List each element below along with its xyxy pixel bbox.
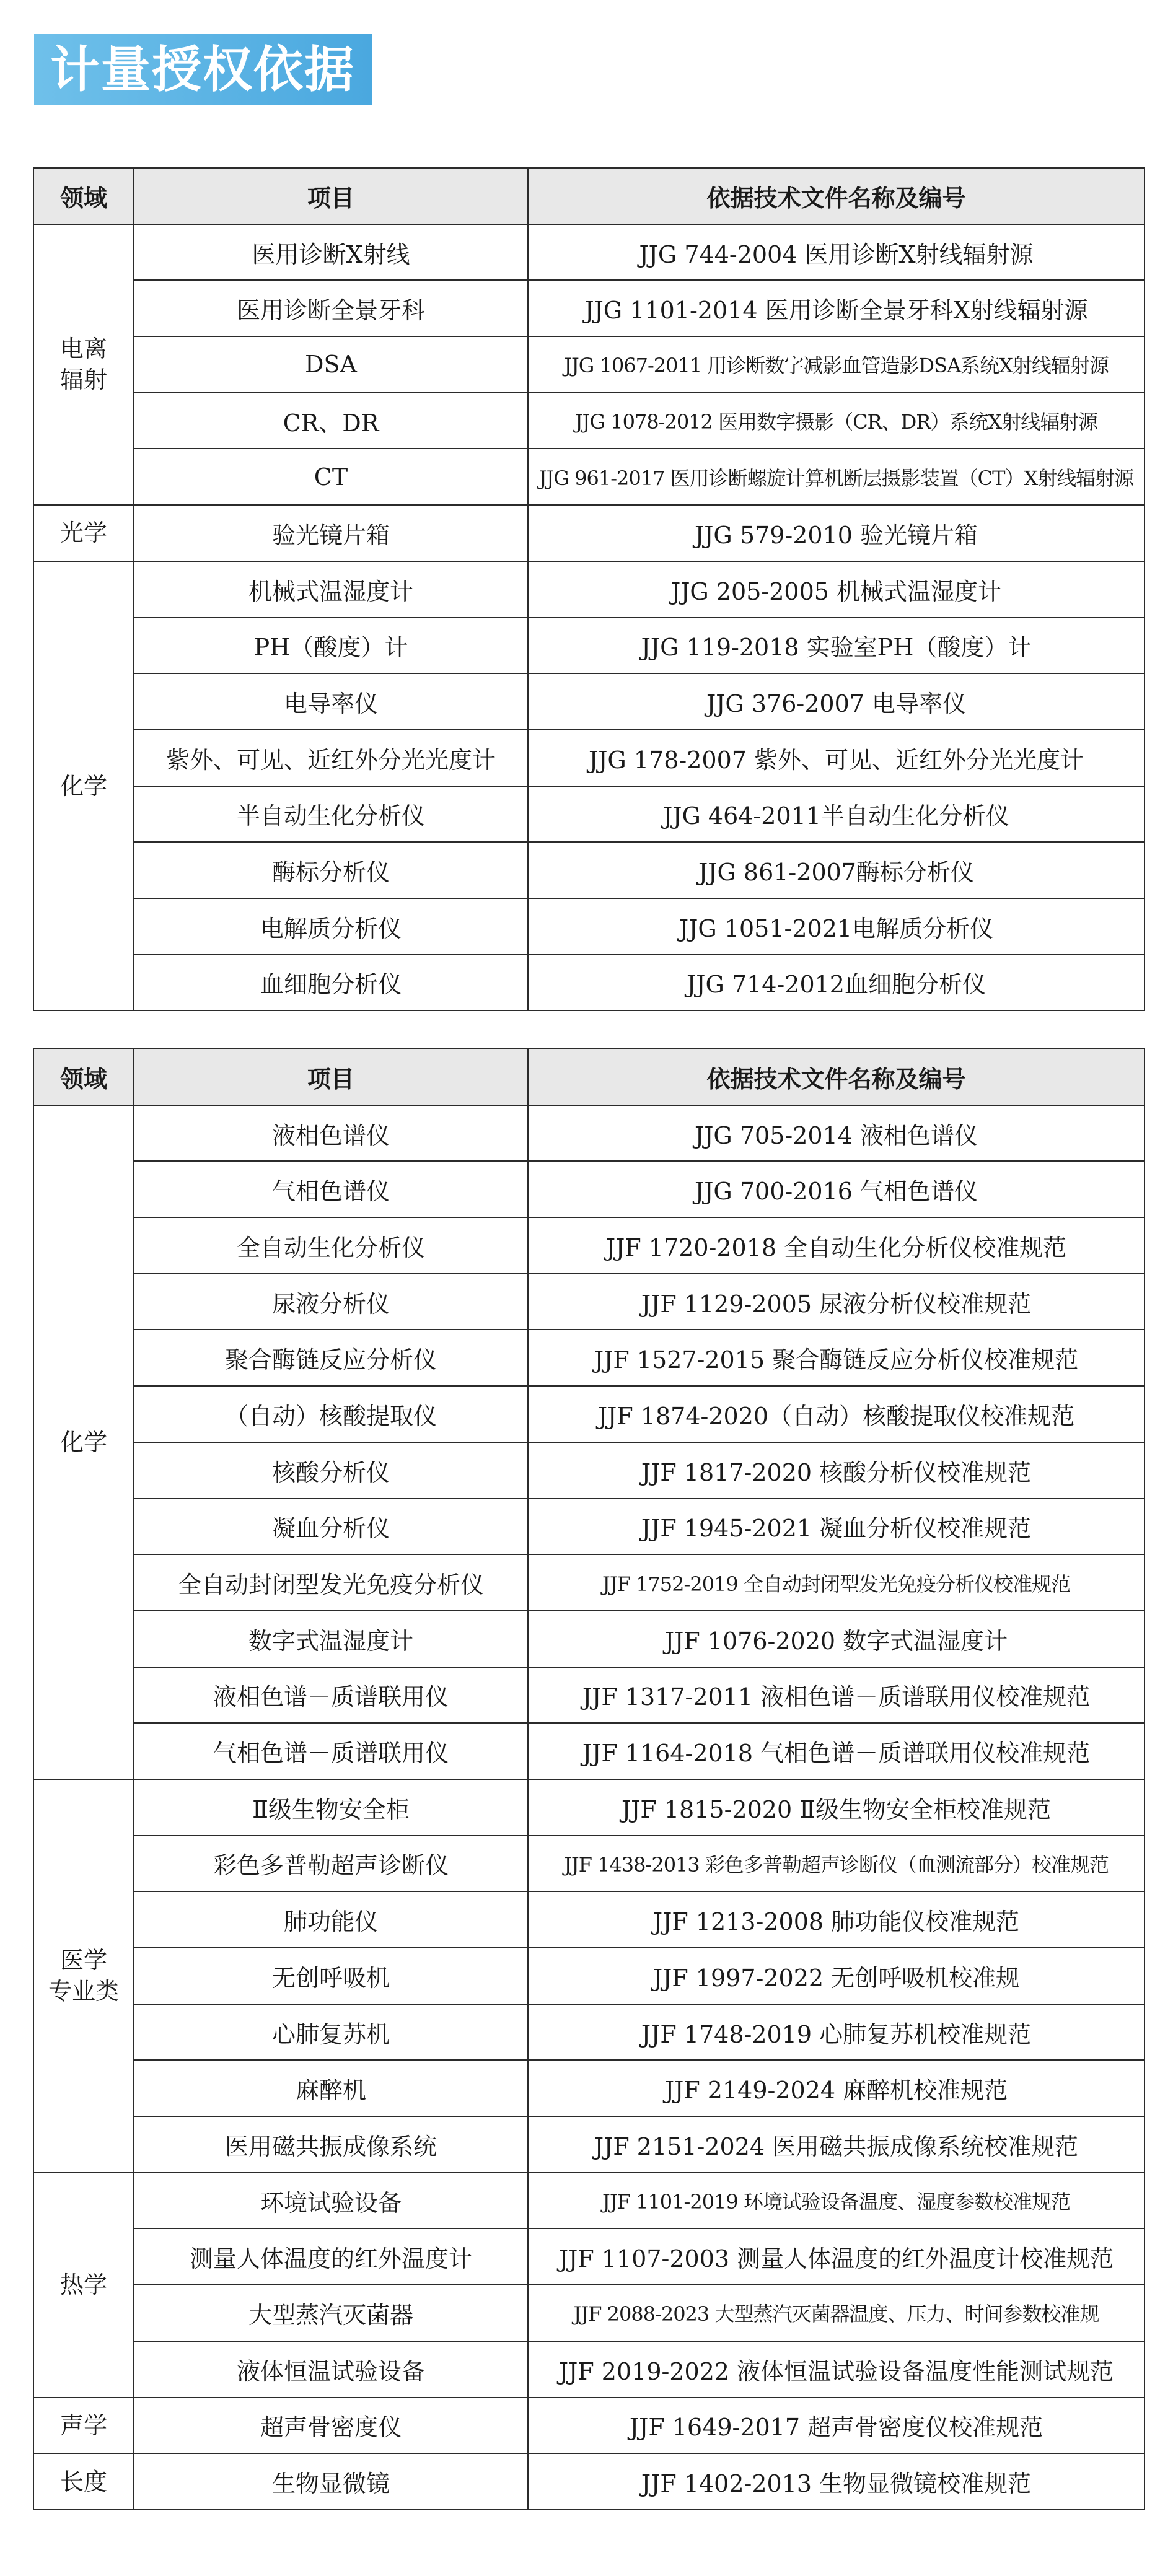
- domain-label: 专业类: [48, 1978, 119, 2005]
- basis-cell: JJF 1815-2020 Ⅱ级生物安全柜校准规范: [528, 1779, 1144, 1836]
- header-basis: 依据技术文件名称及编号: [528, 168, 1144, 224]
- domain-label: 化学: [59, 1428, 107, 1456]
- item-cell: 气相色谱－质谱联用仪: [134, 1723, 528, 1779]
- basis-cell: JJG 714-2012血细胞分析仪: [528, 955, 1144, 1011]
- table-row: [33, 955, 1144, 1011]
- basis-cell: JJG 1078-2012 医用数字摄影（CR、DR）系统X射线辐射源: [528, 393, 1144, 449]
- item-cell: PH（酸度）计: [134, 618, 528, 674]
- basis-cell: JJF 1438-2013 彩色多普勒超声诊断仪（血测流部分）校准规范: [528, 1836, 1144, 1892]
- domain-cell: [33, 561, 134, 1011]
- table-row: [33, 1779, 1144, 1836]
- item-cell: 聚合酶链反应分析仪: [134, 1330, 528, 1386]
- item-cell: 核酸分析仪: [134, 1442, 528, 1499]
- item-cell: DSA: [134, 336, 528, 393]
- table-row: [33, 1161, 1144, 1217]
- item-cell: 超声骨密度仪: [134, 2398, 528, 2454]
- item-cell: 全自动生化分析仪: [134, 1217, 528, 1274]
- table-row: [33, 786, 1144, 843]
- item-cell: 气相色谱仪: [134, 1161, 528, 1217]
- table-row: [33, 1499, 1144, 1555]
- table-row: [33, 1723, 1144, 1779]
- domain-label: 化学: [59, 772, 107, 800]
- basis-cell: JJF 1874-2020（自动）核酸提取仪校准规范: [528, 1386, 1144, 1442]
- item-cell: 医用诊断全景牙科: [134, 280, 528, 336]
- basis-cell: JJG 705-2014 液相色谱仪: [528, 1105, 1144, 1162]
- table-row: [33, 2285, 1144, 2341]
- item-cell: 电解质分析仪: [134, 898, 528, 955]
- domain-label: 长度: [59, 2468, 107, 2495]
- table-row: [33, 2398, 1144, 2454]
- basis-cell: JJF 1129-2005 尿液分析仪校准规范: [528, 1274, 1144, 1330]
- domain-cell: [33, 505, 134, 561]
- item-cell: 半自动生化分析仪: [134, 786, 528, 843]
- authorization-table-2: [33, 1048, 1145, 2510]
- table-row: [33, 2173, 1144, 2229]
- item-cell: 全自动封闭型发光免疫分析仪: [134, 1554, 528, 1611]
- basis-cell: JJG 376-2007 电导率仪: [528, 673, 1144, 730]
- basis-cell: JJF 1748-2019 心肺复苏机校准规范: [528, 2004, 1144, 2061]
- basis-cell: JJF 1649-2017 超声骨密度仪校准规范: [528, 2398, 1144, 2454]
- table-row: [33, 2004, 1144, 2061]
- item-cell: 大型蒸汽灭菌器: [134, 2285, 528, 2341]
- table-row: [33, 561, 1144, 618]
- item-cell: 液相色谱－质谱联用仪: [134, 1667, 528, 1724]
- basis-cell: JJF 2088-2023 大型蒸汽灭菌器温度、压力、时间参数校准规: [528, 2285, 1144, 2341]
- domain-cell: [33, 2398, 134, 2454]
- table-header-row: [33, 168, 1144, 224]
- item-cell: 彩色多普勒超声诊断仪: [134, 1836, 528, 1892]
- basis-cell: JJG 961-2017 医用诊断螺旋计算机断层摄影装置（CT）X射线辐射源: [528, 449, 1144, 505]
- item-cell: （自动）核酸提取仪: [134, 1386, 528, 1442]
- item-cell: 液体恒温试验设备: [134, 2341, 528, 2398]
- table-row: [33, 2060, 1144, 2116]
- header-item: 项目: [134, 168, 528, 224]
- basis-cell: JJG 1101-2014 医用诊断全景牙科X射线辐射源: [528, 280, 1144, 336]
- table-row: [33, 673, 1144, 730]
- domain-cell: [33, 224, 134, 505]
- basis-cell: JJG 205-2005 机械式温湿度计: [528, 561, 1144, 618]
- basis-cell: JJF 1164-2018 气相色谱－质谱联用仪校准规范: [528, 1723, 1144, 1779]
- table-row: [33, 2341, 1144, 2398]
- domain-label: 热学: [59, 2271, 107, 2299]
- table-row: [33, 393, 1144, 449]
- basis-cell: JJG 1067-2011 用诊断数字减影血管造影DSA系统X射线辐射源: [528, 336, 1144, 393]
- basis-cell: JJF 1945-2021 凝血分析仪校准规范: [528, 1499, 1144, 1555]
- header-domain: 领域: [33, 168, 134, 224]
- item-cell: 生物显微镜: [134, 2453, 528, 2510]
- table-row: [33, 336, 1144, 393]
- header-item: 项目: [134, 1049, 528, 1105]
- table-row: [33, 224, 1144, 281]
- basis-cell: JJF 1213-2008 肺功能仪校准规范: [528, 1891, 1144, 1948]
- item-cell: 无创呼吸机: [134, 1948, 528, 2004]
- basis-cell: JJF 1752-2019 全自动封闭型发光免疫分析仪校准规范: [528, 1554, 1144, 1611]
- table-row: [33, 730, 1144, 786]
- item-cell: 电导率仪: [134, 673, 528, 730]
- item-cell: 数字式温湿度计: [134, 1611, 528, 1667]
- table-row: [33, 618, 1144, 674]
- item-cell: 环境试验设备: [134, 2173, 528, 2229]
- basis-cell: JJF 1107-2003 测量人体温度的红外温度计校准规范: [528, 2228, 1144, 2285]
- item-cell: 肺功能仪: [134, 1891, 528, 1948]
- basis-cell: JJF 2151-2024 医用磁共振成像系统校准规范: [528, 2116, 1144, 2173]
- table-row: [33, 1667, 1144, 1724]
- table-row: [33, 1386, 1144, 1442]
- item-cell: 麻醉机: [134, 2060, 528, 2116]
- table-row: [33, 449, 1144, 505]
- table-row: [33, 1105, 1144, 1162]
- basis-cell: JJG 1051-2021电解质分析仪: [528, 898, 1144, 955]
- table-row: [33, 1217, 1144, 1274]
- domain-label: 电离: [59, 335, 107, 363]
- item-cell: 医用磁共振成像系统: [134, 2116, 528, 2173]
- domain-cell: [33, 1779, 134, 2173]
- page-title: 计量授权依据: [34, 34, 372, 105]
- basis-cell: JJF 1076-2020 数字式温湿度计: [528, 1611, 1144, 1667]
- table-row: [33, 898, 1144, 955]
- basis-cell: JJG 579-2010 验光镜片箱: [528, 505, 1144, 561]
- table-row: [33, 1442, 1144, 1499]
- table-row: [33, 1891, 1144, 1948]
- domain-cell: [33, 2453, 134, 2510]
- table-row: [33, 1554, 1144, 1611]
- item-cell: 验光镜片箱: [134, 505, 528, 561]
- basis-cell: JJF 1402-2013 生物显微镜校准规范: [528, 2453, 1144, 2510]
- basis-cell: JJF 2149-2024 麻醉机校准规范: [528, 2060, 1144, 2116]
- table-row: [33, 2453, 1144, 2510]
- domain-cell: [33, 1105, 134, 1779]
- table-row: [33, 1611, 1144, 1667]
- item-cell: CT: [134, 449, 528, 505]
- domain-label: 医学: [59, 1947, 107, 1974]
- domain-label: 声学: [59, 2411, 107, 2439]
- domain-label: 光学: [59, 519, 107, 547]
- basis-cell: JJF 1997-2022 无创呼吸机校准规: [528, 1948, 1144, 2004]
- table-row: [33, 1274, 1144, 1330]
- table-row: [33, 1948, 1144, 2004]
- table-row: [33, 2228, 1144, 2285]
- basis-cell: JJF 2019-2022 液体恒温试验设备温度性能测试规范: [528, 2341, 1144, 2398]
- authorization-table-1: [33, 167, 1145, 1011]
- table-row: [33, 842, 1144, 898]
- item-cell: 酶标分析仪: [134, 842, 528, 898]
- item-cell: Ⅱ级生物安全柜: [134, 1779, 528, 1836]
- table-row: [33, 1330, 1144, 1386]
- header-basis: 依据技术文件名称及编号: [528, 1049, 1144, 1105]
- item-cell: CR、DR: [134, 393, 528, 449]
- item-cell: 尿液分析仪: [134, 1274, 528, 1330]
- basis-cell: JJG 178-2007 紫外、可见、近红外分光光度计: [528, 730, 1144, 786]
- domain-label: 辐射: [59, 366, 107, 394]
- basis-cell: JJG 700-2016 气相色谱仪: [528, 1161, 1144, 1217]
- basis-cell: JJF 1527-2015 聚合酶链反应分析仪校准规范: [528, 1330, 1144, 1386]
- item-cell: 紫外、可见、近红外分光光度计: [134, 730, 528, 786]
- basis-cell: JJG 464-2011半自动生化分析仪: [528, 786, 1144, 843]
- item-cell: 血细胞分析仪: [134, 955, 528, 1011]
- basis-cell: JJG 119-2018 实验室PH（酸度）计: [528, 618, 1144, 674]
- item-cell: 心肺复苏机: [134, 2004, 528, 2061]
- item-cell: 凝血分析仪: [134, 1499, 528, 1555]
- item-cell: 液相色谱仪: [134, 1105, 528, 1162]
- table-row: [33, 280, 1144, 336]
- domain-cell: [33, 2173, 134, 2398]
- table-header-row: [33, 1049, 1144, 1105]
- item-cell: 测量人体温度的红外温度计: [134, 2228, 528, 2285]
- basis-cell: JJF 1817-2020 核酸分析仪校准规范: [528, 1442, 1144, 1499]
- basis-cell: JJF 1720-2018 全自动生化分析仪校准规范: [528, 1217, 1144, 1274]
- item-cell: 医用诊断X射线: [134, 224, 528, 281]
- table-row: [33, 505, 1144, 561]
- table-row: [33, 2116, 1144, 2173]
- header-domain: 领域: [33, 1049, 134, 1105]
- basis-cell: JJF 1101-2019 环境试验设备温度、湿度参数校准规范: [528, 2173, 1144, 2229]
- table-row: [33, 1836, 1144, 1892]
- item-cell: 机械式温湿度计: [134, 561, 528, 618]
- basis-cell: JJG 744-2004 医用诊断X射线辐射源: [528, 224, 1144, 281]
- basis-cell: JJF 1317-2011 液相色谱－质谱联用仪校准规范: [528, 1667, 1144, 1724]
- basis-cell: JJG 861-2007酶标分析仪: [528, 842, 1144, 898]
